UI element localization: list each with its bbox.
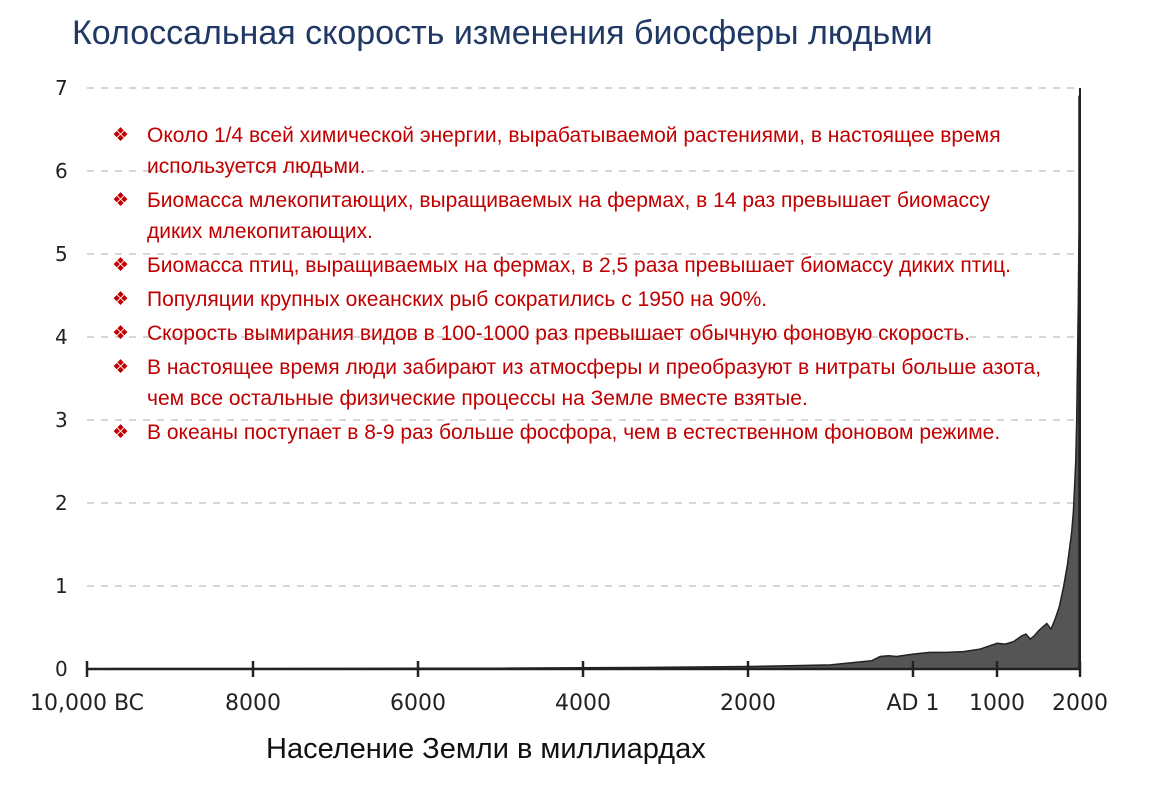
x-tick-label: 6000 [390,691,446,716]
x-tick-label: 1000 [969,691,1025,716]
y-tick-label: 7 [55,76,68,100]
fact-text: Биомасса птиц, выращиваемых на фермах, в 2,5 раза превышает биомассу диких птиц. [147,254,1011,277]
x-tick-label: 4000 [555,691,611,716]
y-tick-label: 6 [55,159,68,183]
fact-text: Около 1/4 всей химической энергии, вырабатываемой растениями, в настоящее время используется людьми. [147,124,1001,178]
y-tick-label: 2 [55,491,68,515]
fact-item [112,417,1042,448]
fact-text: Биомасса млекопитающих, выращиваемых на фермах, в 14 раз превышает биомассу диких млекопитающих. [147,189,990,243]
x-tick-labels [30,691,1108,716]
diamond-bullet-icon: ❖ [112,190,130,211]
y-tick-label: 1 [55,574,68,598]
fact-item [112,284,1042,315]
facts-list [112,120,1042,451]
fact-text: В океаны поступает в 8-9 раз больше фосфора, чем в естественном фоновом режиме. [147,421,1001,444]
x-tick-label: AD 1 [886,691,940,716]
y-tick-label: 5 [55,242,68,266]
x-tick-label: 10,000 BC [29,691,145,716]
slide-title: Колоссальная скорость изменения биосферы людьми [72,14,933,52]
fact-item [112,352,1042,414]
diamond-bullet-icon: ❖ [112,422,130,443]
x-tick-label: 2000 [1052,691,1108,716]
y-tick-label: 0 [55,657,68,681]
fact-text: Популяции крупных океанских рыб сократились с 1950 на 90%. [147,288,768,311]
fact-item [112,185,1042,247]
fact-item [112,318,1042,349]
diamond-bullet-icon: ❖ [112,125,130,146]
fact-text: В настоящее время люди забирают из атмосферы и преобразуют в нитраты больше азота, чем все остальные физические процессы на Земле вместе взятые. [147,356,1042,410]
y-tick-label: 4 [55,325,68,349]
y-tick-label: 3 [55,408,68,432]
x-tick-label: 2000 [720,691,776,716]
y-tick-labels [55,76,68,681]
fact-text: Скорость вымирания видов в 100-1000 раз превышает обычную фоновую скорость. [147,322,971,345]
diamond-bullet-icon: ❖ [112,323,130,344]
x-axis-title: Население Земли в миллиардах [266,733,706,765]
diamond-bullet-icon: ❖ [112,289,130,310]
fact-item [112,250,1042,281]
diamond-bullet-icon: ❖ [112,255,130,276]
diamond-bullet-icon: ❖ [112,357,130,378]
fact-item [112,120,1042,182]
x-tick-label: 8000 [225,691,281,716]
